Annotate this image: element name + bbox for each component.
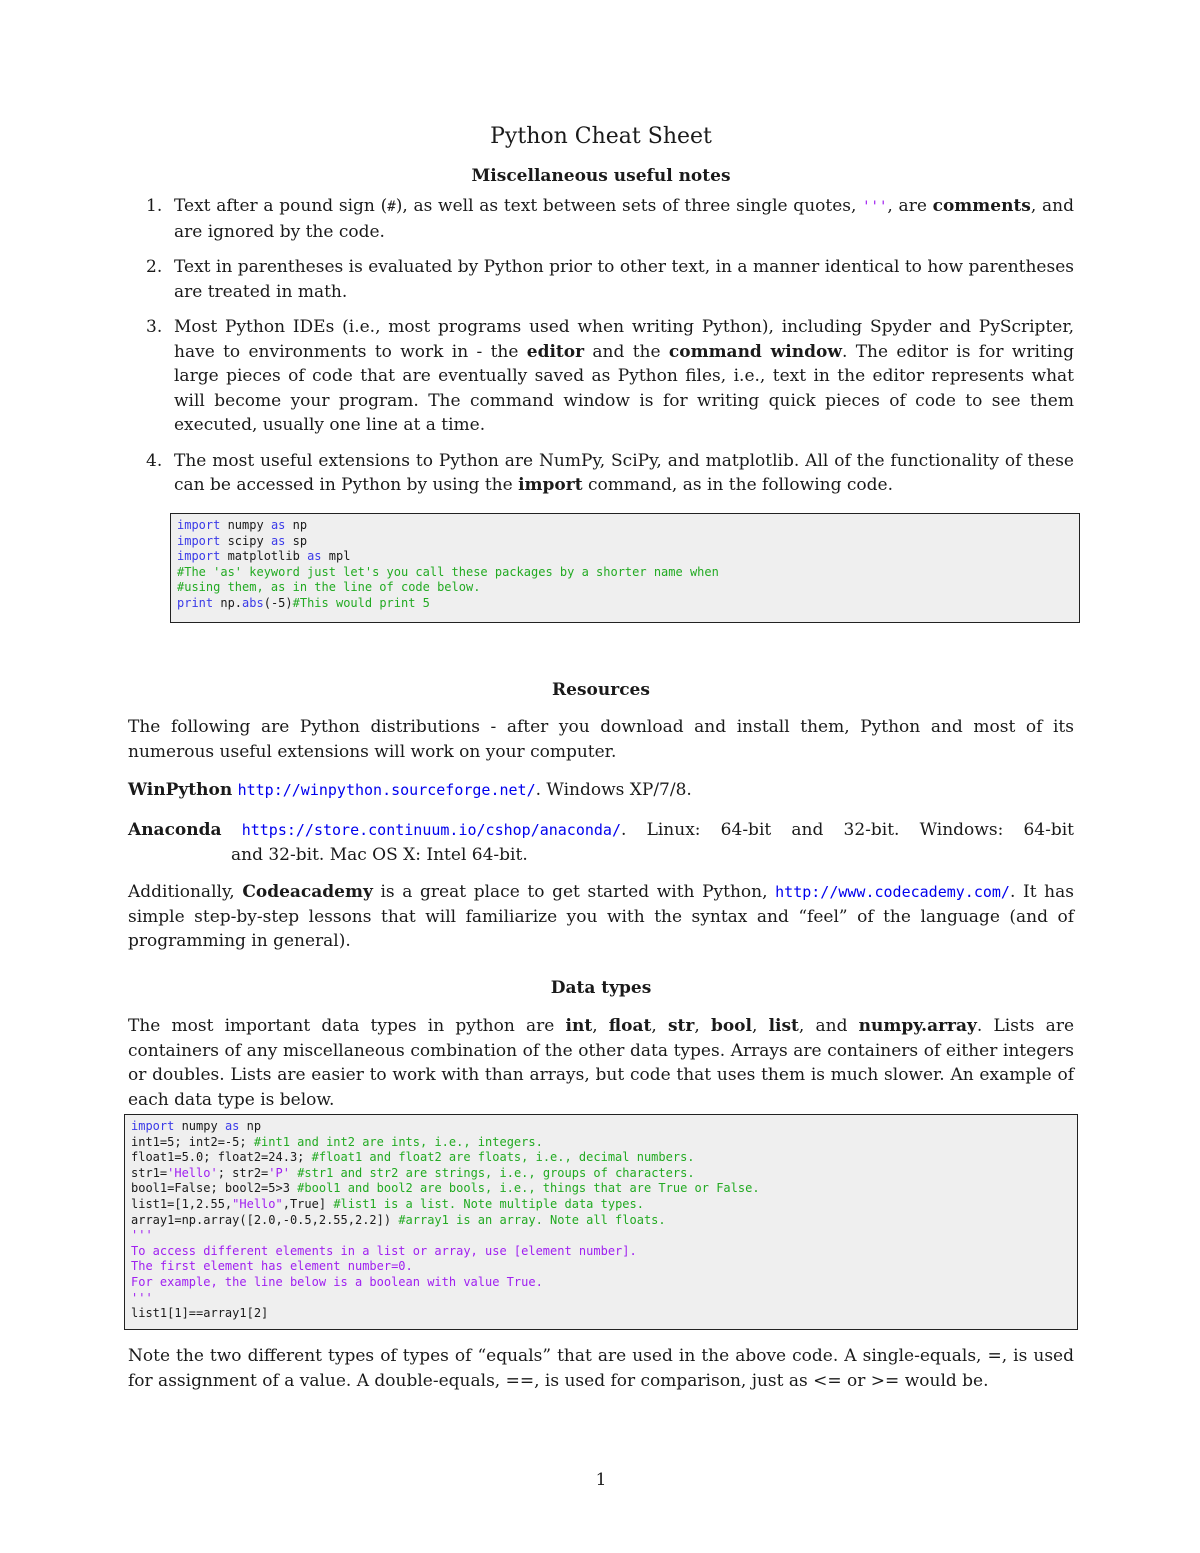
- code-token: abs: [242, 595, 264, 610]
- code-token: 'Hello': [167, 1165, 218, 1180]
- code-line: [131, 1306, 1071, 1322]
- code-token: bool1=False; bool2=5>3: [131, 1181, 298, 1196]
- code-token: as: [270, 533, 286, 548]
- equals-note: Note the two different types of types of “equals” that are used in the above code. A single-equals, =, is used for assignment of a value. A double-equals, ==, is used for comparison, just as <= or >= would be.: [128, 1346, 1074, 1391]
- code-line: [131, 1213, 1071, 1229]
- code-block-imports: [170, 513, 1080, 623]
- code-token: #This would print 5: [292, 595, 430, 610]
- code-token: ''': [131, 1290, 153, 1305]
- code-line: [131, 1259, 1071, 1275]
- note-item-4: 4. The most useful extensions to Python are NumPy, SciPy, and matplotlib. All of the functionality of these can be accessed in Python by using the import command, as in the following code.: [146, 450, 1074, 495]
- winpython-entry: WinPython http://winpython.sourceforge.net/. Windows XP/7/8.: [128, 780, 692, 800]
- codeacademy-paragraph: Additionally, Codeacademy is a great place to get started with Python, http://www.codecademy.com/. It has simple step-by-step lessons that will familiarize you with the syntax and “feel” of the language (and of programming in general).: [128, 882, 1074, 951]
- winpython-link[interactable]: http://winpython.sourceforge.net/: [237, 781, 536, 799]
- code-line: [131, 1135, 1071, 1151]
- code-line: [131, 1275, 1071, 1291]
- code-line: [131, 1244, 1071, 1260]
- anaconda-link[interactable]: https://store.continuum.io/cshop/anaconda/: [241, 821, 621, 839]
- anaconda-name: Anaconda: [128, 820, 222, 840]
- notes-list: [128, 194, 1074, 509]
- datatypes-heading: Data types: [550, 978, 652, 998]
- code-token: sp: [285, 533, 308, 548]
- code-token: To access different elements in a list or array, use [element number].: [131, 1243, 637, 1258]
- code-token: list1[1]==array1[2]: [131, 1306, 269, 1321]
- note-number: 2.: [146, 257, 163, 277]
- code-token: #str1 and str2 are strings, i.e., groups of characters.: [297, 1165, 695, 1180]
- code-token: np: [239, 1119, 262, 1133]
- page-number: 1: [595, 1470, 607, 1490]
- code-token: mpl: [321, 549, 351, 564]
- code-token: #array1 is an array. Note all floats.: [398, 1212, 666, 1227]
- code-token: ,True]: [282, 1196, 334, 1211]
- pound-sign: #: [387, 199, 396, 215]
- code-line: [131, 1119, 1071, 1135]
- page-title: Python Cheat Sheet: [490, 124, 712, 149]
- code-line: [177, 565, 1073, 581]
- code-token: scipy: [220, 533, 271, 548]
- note-number: 1.: [146, 196, 163, 216]
- code-token: ; str2=: [217, 1165, 269, 1180]
- code-token: as: [270, 518, 286, 532]
- code-line: [177, 534, 1073, 550]
- code-line: [177, 549, 1073, 565]
- anaconda-entry: Anaconda https://store.continuum.io/cshop/anaconda/. Linux: 64-bit and 32-bit. Windows: 64-bit and 32-bit. Mac OS X: Intel 64-bit.: [128, 820, 1074, 865]
- code-token: The first element has element number=0.: [131, 1259, 413, 1274]
- code-token: "Hello": [232, 1196, 283, 1211]
- code-token: #float1 and float2 are floats, i.e., decimal numbers.: [311, 1150, 695, 1165]
- code-token: as: [307, 549, 322, 564]
- codeacademy-link[interactable]: http://www.codecademy.com/: [775, 883, 1010, 901]
- datatypes-intro: The most important data types in python are int, float, str, bool, list, and numpy.array. Lists are containers of any miscellaneous combination of the other data types. Arrays are containers of either integers or doubles. Lists are easier to work with than arrays, but code that uses them is much slower. An example of each data type is below.: [128, 1016, 1075, 1110]
- note-item-1: 1. Text after a pound sign (#), as well as text between sets of three single quotes, ''', are comments, and are ignored by the code.: [146, 196, 1074, 242]
- code-token: #The 'as' keyword just let's you call these packages by a shorter name when: [177, 564, 719, 579]
- code-line: [131, 1150, 1071, 1166]
- code-token: import: [177, 518, 221, 532]
- code-token: np: [285, 518, 308, 532]
- code-token: 'P': [268, 1165, 290, 1180]
- code-token: np.: [213, 595, 243, 610]
- code-token: #using them, as in the line of code below.: [177, 580, 481, 595]
- code-line: [131, 1181, 1071, 1197]
- code-token: int1=5; int2=-5;: [131, 1134, 254, 1149]
- misc-heading: Miscellaneous useful notes: [471, 166, 731, 186]
- resources-heading: Resources: [552, 680, 650, 700]
- code-line: [131, 1291, 1071, 1307]
- code-token: matplotlib: [220, 549, 308, 564]
- note-item-2: 2. Text in parentheses is evaluated by Python prior to other text, in a manner identical to how parentheses are treated in math.: [146, 257, 1074, 302]
- code-token: #int1 and int2 are ints, i.e., integers.: [253, 1134, 543, 1149]
- code-line: [177, 518, 1073, 534]
- code-token: import: [131, 1119, 175, 1133]
- code-token: ''': [131, 1228, 153, 1243]
- code-token: #list1 is a list. Note multiple data types.: [333, 1196, 644, 1211]
- code-token: str1=: [131, 1165, 168, 1180]
- code-line: [131, 1197, 1071, 1213]
- code-line: [131, 1228, 1071, 1244]
- triple-quotes: ''': [862, 199, 888, 215]
- code-token: as: [224, 1119, 240, 1133]
- code-token: numpy: [174, 1119, 225, 1133]
- code-token: import: [177, 533, 221, 548]
- note-number: 4.: [146, 450, 163, 471]
- code-token: For example, the line below is a boolean with value True.: [131, 1274, 543, 1289]
- code-token: print: [177, 595, 214, 610]
- code-token: (-5): [263, 595, 293, 610]
- code-token: list1=[1,2.55,: [131, 1196, 233, 1211]
- note-item-3: 3. Most Python IDEs (i.e., most programs used when writing Python), including Spyder and PyScripter, have to environments to work in - the editor and the command window. The editor is for writing large pieces of code that are eventually saved as Python files, i.e., text in the editor represents what will become your program. The command window is for writing quick pieces of code to see them executed, usually one line at a time.: [146, 317, 1074, 435]
- code-token: numpy: [220, 518, 271, 532]
- note-number: 3.: [146, 317, 163, 337]
- codeacademy-name: Codeacademy: [242, 882, 373, 902]
- code-token: array1=np.array([2.0,-0.5,2.55,2.2]): [131, 1212, 399, 1227]
- code-token: float1=5.0; float2=24.3;: [131, 1150, 312, 1165]
- resources-intro: The following are Python distributions - after you download and install them, Python and most of its numerous useful extensions will work on your computer.: [128, 717, 1074, 762]
- code-block-datatypes: [124, 1114, 1078, 1330]
- code-line: [177, 580, 1073, 596]
- code-line: [177, 596, 1073, 612]
- code-token: import: [177, 549, 221, 564]
- code-token: #bool1 and bool2 are bools, i.e., things that are True or False.: [297, 1181, 760, 1196]
- code-line: [131, 1166, 1071, 1182]
- winpython-name: WinPython: [128, 780, 233, 800]
